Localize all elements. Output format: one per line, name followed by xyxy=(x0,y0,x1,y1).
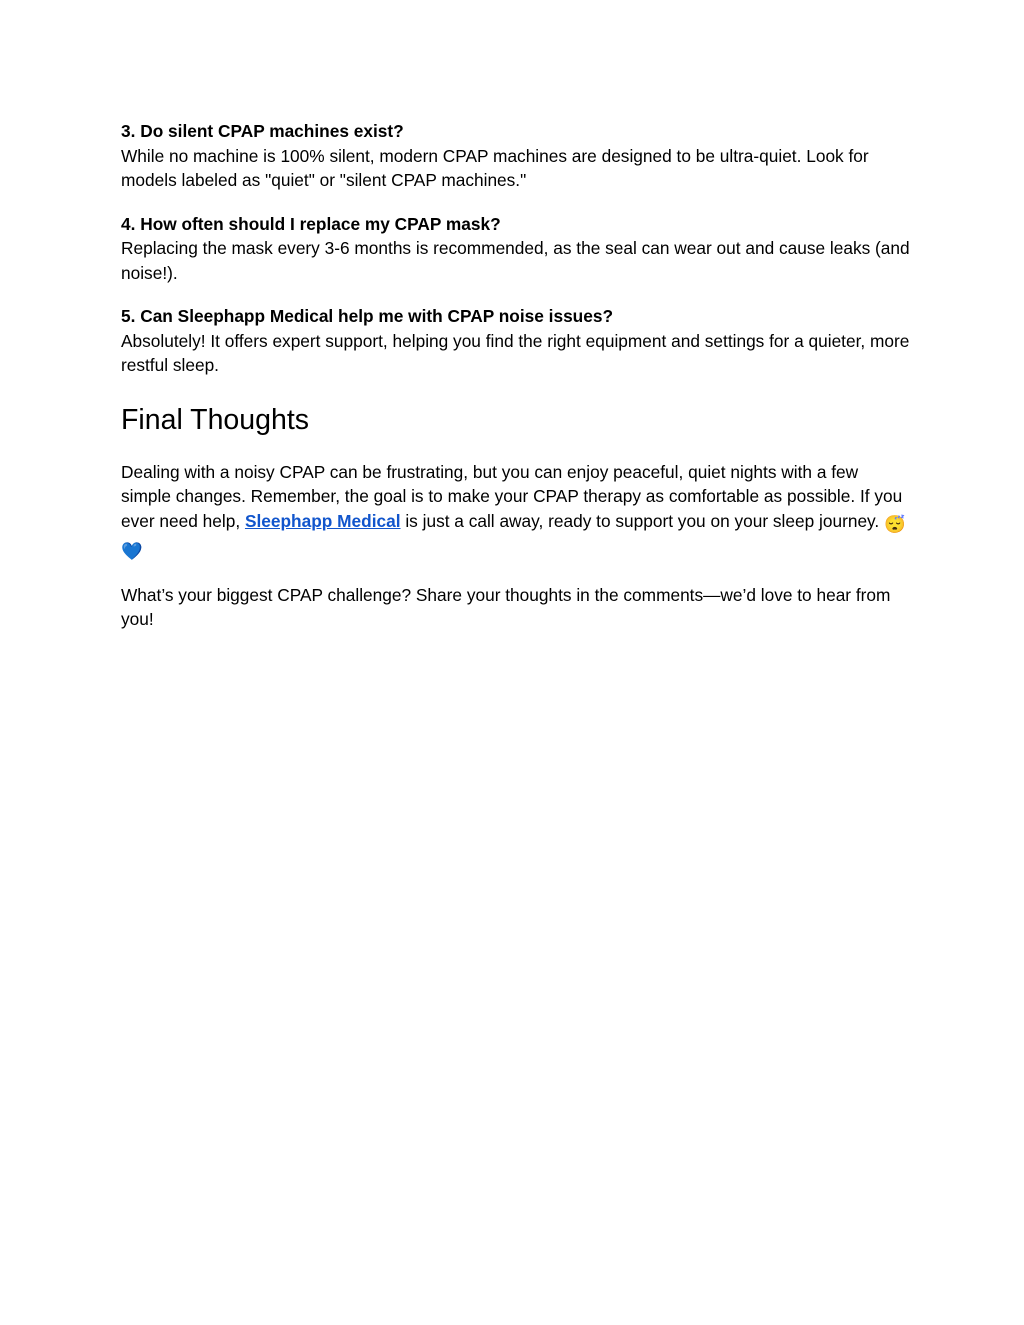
paragraph-text-before-link: Dealing with a noisy CPAP can be frustrating, but you can enjoy peaceful, quiet nights with a few simple changes. Remember, the goal is to make your CPAP therapy as comfortable as possible. If you ever need help, xyxy=(121,461,903,531)
blue-heart-icon: 💙 xyxy=(121,541,143,561)
faq-item-3 xyxy=(121,119,911,193)
faq-answer: Absolutely! It offers expert support, helping you find the right equipment and settings for a quieter, more restful sleep. xyxy=(121,330,910,375)
sleephapp-medical-link[interactable]: Sleephapp Medical xyxy=(244,510,401,531)
faq-question: 3. Do silent CPAP machines exist? xyxy=(121,121,404,141)
paragraph-text-after-link: is just a call away, ready to support you on your sleep journey. xyxy=(400,510,885,531)
faq-question: 4. How often should I replace my CPAP mask? xyxy=(121,213,501,234)
faq-answer: Replacing the mask every 3-6 months is recommended, as the seal can wear out and cause leaks (and noise!). xyxy=(121,238,910,283)
faq-answer: While no machine is 100% silent, modern CPAP machines are designed to be ultra-quiet. Look for models labeled as "quiet" or "silent CPAP machines." xyxy=(121,145,869,190)
closing-question-paragraph: What’s your biggest CPAP challenge? Share your thoughts in the comments—we’d love to hear from you! xyxy=(121,584,891,629)
sleeping-face-icon: 😴 xyxy=(884,513,906,534)
faq-item-5 xyxy=(121,304,911,378)
document-page xyxy=(121,119,911,651)
faq-item-4 xyxy=(121,212,911,286)
final-thoughts-paragraph xyxy=(121,460,911,564)
final-thoughts-heading: Final Thoughts xyxy=(121,403,310,436)
faq-question: 5. Can Sleephapp Medical help me with CPAP noise issues? xyxy=(121,306,614,326)
